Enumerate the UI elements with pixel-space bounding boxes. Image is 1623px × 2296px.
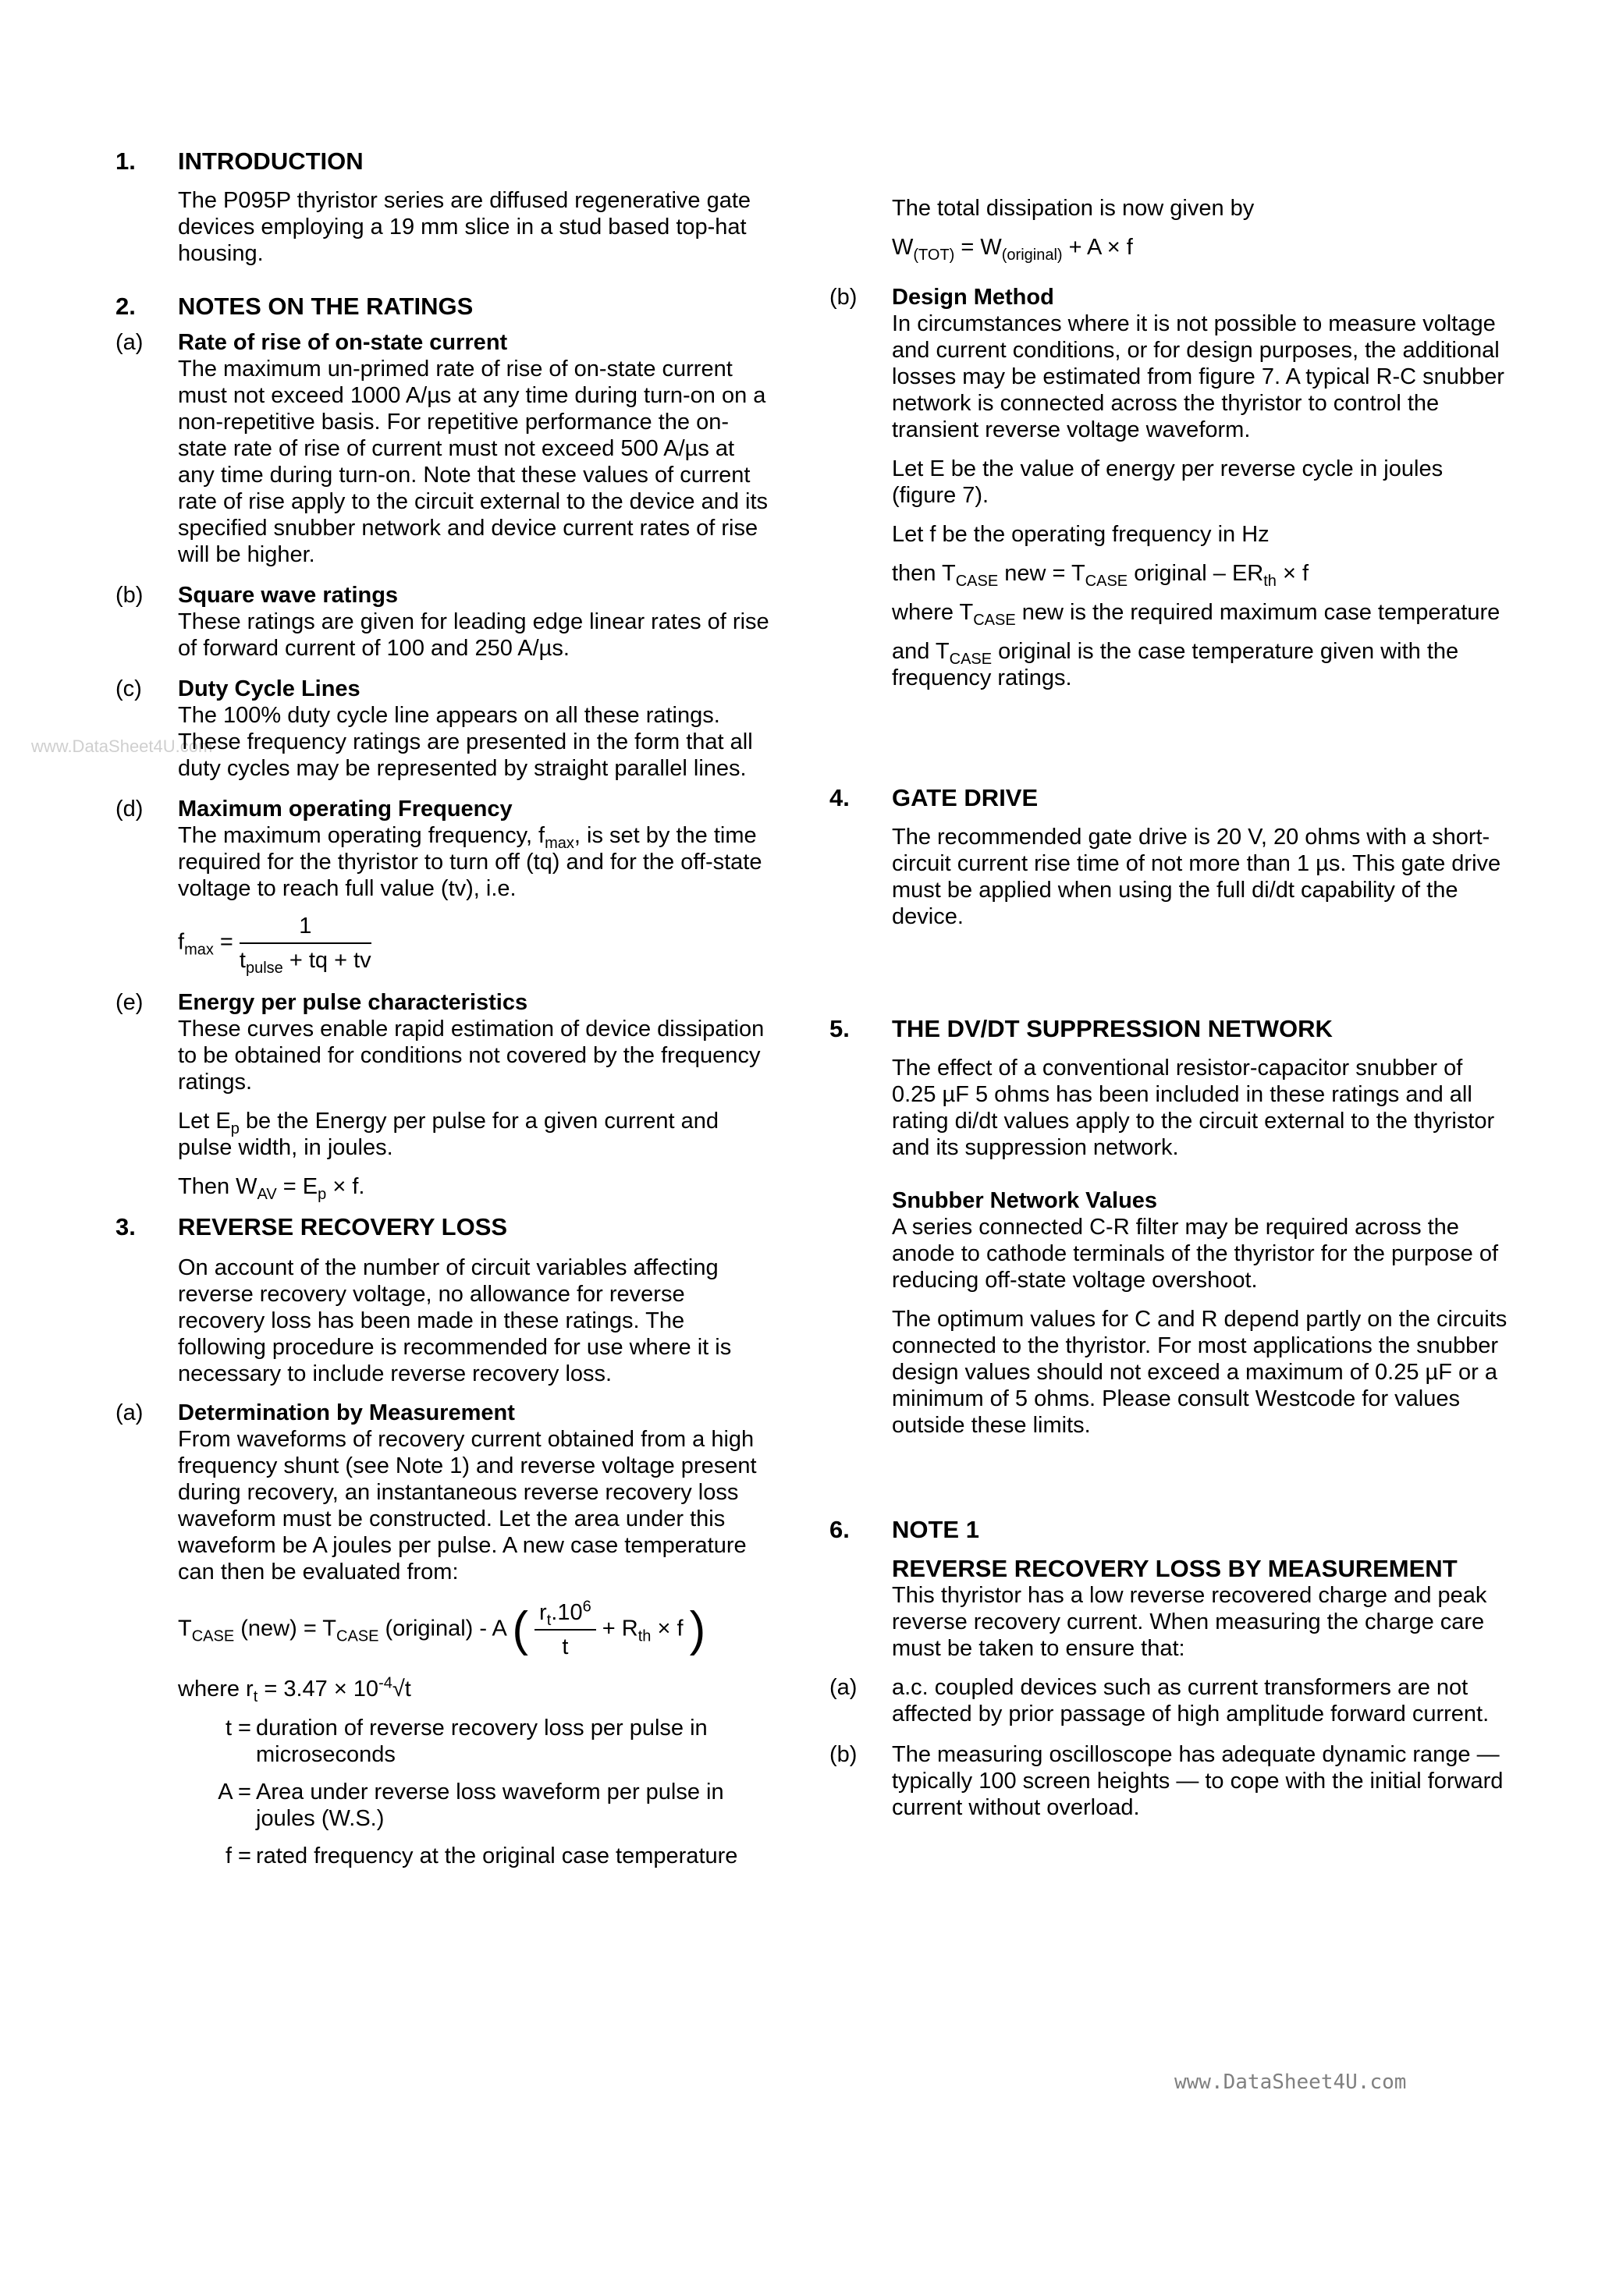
tcase-formula: $T_{CASE}$ $(new) = T_{CASE}$ (original) - A ( $\frac{r_t.10^6}{t}$ + $R_{th} \times f$ ) [178, 1598, 706, 1659]
section-number: 1. [115, 147, 136, 175]
item-text: The maximum operating frequency, $f_{max}$, is set by the time required for the thyristor to turn off (tq) and for the off-state voltage to reach full value (tv), i.e. [178, 823, 762, 901]
note-rate-of-rise [115, 329, 775, 568]
section-title: INTRODUCTION [178, 147, 364, 175]
item-label: (b) [829, 1742, 858, 1767]
item-title: Rate of rise of on-state current [178, 330, 508, 355]
note-item-b [829, 1741, 1508, 1821]
definitions [178, 1715, 775, 1869]
subsection-text-2: The optimum values for C and R depend partly on the circuits connected to the thyristor. For most applications the snubber design values should not exceed a maximum of 0.25 µF or a minimum of 5 ohms. Please consult Westcode for values outside these limits. [892, 1307, 1508, 1438]
section-introduction [115, 148, 775, 267]
item-text-3: Let f be the operating frequency in Hz [892, 522, 1270, 547]
item-title: Maximum operating Frequency [178, 797, 513, 822]
item-label: (e) [115, 990, 144, 1015]
item-label: (a) [115, 330, 144, 355]
note-duty-cycle [115, 676, 775, 782]
item-label: (b) [829, 285, 858, 310]
section-title: GATE DRIVE [892, 784, 1039, 811]
section-title: THE DV/DT SUPPRESSION NETWORK [892, 1015, 1333, 1042]
section-dvdt-network [829, 1016, 1508, 1439]
definition-f: f = rated frequency at the original case temperature [225, 1844, 738, 1868]
item-title: Square wave ratings [178, 583, 399, 608]
total-text: The total dissipation is now given by [892, 196, 1255, 221]
section-title: REVERSE RECOVERY LOSS [178, 1213, 508, 1240]
definition-a: A = Area under reverse loss waveform per pulse in joules (W.S.) [218, 1780, 724, 1831]
item-title: Design Method [892, 285, 1054, 310]
section-text: The effect of a conventional resistor-capacitor snubber of 0.25 µF 5 ohms has been included in these ratings and all rating di/dt values apply to the circuit external to the thyristor and its suppression network. [892, 1056, 1495, 1160]
section-note-1 [829, 1517, 1508, 1821]
section-reverse-recovery [115, 1214, 775, 1869]
section-text: The recommended gate drive is 20 V, 20 ohms with a short-circuit current rise time of not more than 1 µs. This gate drive must be applied when using the full di/dt capability of the device. [892, 825, 1501, 929]
item-text: The 100% duty cycle line appears on all these ratings. These frequency ratings are presented in the form that all duty cycles may be represented by straight parallel lines. [178, 703, 753, 781]
section-text: On account of the number of circuit variables affecting reverse recovery voltage, no allowance for reverse recovery loss has been made in these ratings. The following procedure is recommended for use where it is necessary to include reverse recovery loss. [178, 1255, 732, 1386]
note-square-wave [115, 582, 775, 662]
right-column [829, 195, 1508, 1835]
item-text: From waveforms of recovery current obtained from a high frequency shunt (see Note 1) and reverse voltage present during recovery, an instantaneous reverse recovery loss waveform must be constructed. Let the area under this waveform be A joules per pulse. A new case temperature can then be evaluated from: [178, 1427, 757, 1584]
item-title: Determination by Measurement [178, 1400, 515, 1425]
item-text-4: then $T_{CASE}$ new = $T_{CASE}$ original – $ER_{th} \times f$ [892, 561, 1309, 590]
total-dissipation [829, 195, 1508, 264]
section-number: 4. [829, 784, 850, 811]
item-title: Duty Cycle Lines [178, 676, 360, 701]
fmax-formula: $f_{max}$ = $\frac{1}{t_{pulse} + tq + tv}$ [178, 914, 371, 977]
section-gate-drive [829, 785, 1508, 930]
item-text: The maximum un-primed rate of rise of on-state current must not exceed 1000 A/µs at any time during turn-on on a non-repetitive basis. For repetitive performance the on-state rate of rise of current must not exceed 500 A/µs at any time during turn-on. Note that these values of current rate of rise apply to the circuit external to the device and its specified snubber network and device current rates of rise will be higher. [178, 357, 769, 567]
note-energy-per-pulse [115, 989, 775, 1203]
section-title: NOTES ON THE RATINGS [178, 293, 474, 320]
note-max-frequency [115, 796, 775, 977]
item-text: These ratings are given for leading edge linear rates of rise of forward current of 100 and 250 A/µs. [178, 609, 769, 661]
total-formula: $W_{(TOT)} = W_{(original)} + A \times f$ [892, 235, 1133, 264]
definition-t: t = duration of reverse recovery loss per pulse in microseconds [225, 1716, 708, 1767]
item-text: The measuring oscilloscope has adequate dynamic range — typically 100 screen heights — to cope with the initial forward current without overload. [892, 1742, 1504, 1820]
section-text: This thyristor has a low reverse recovered charge and peak reverse recovery current. When measuring the charge care must be taken to ensure that: [892, 1583, 1487, 1661]
section-notes-on-ratings [115, 293, 775, 1203]
item-text-5: where $T_{CASE}$ new is the required maximum case temperature [892, 600, 1500, 629]
item-text-2: Let $E_p$ be the Energy per pulse for a given current and pulse width, in joules. [178, 1109, 719, 1160]
item-label: (d) [115, 797, 144, 822]
intro-text: The P095P thyristor series are diffused regenerative gate devices employing a 19 mm slice in a stud based top-hat housing. [178, 188, 751, 266]
section-title: NOTE 1 [892, 1516, 979, 1543]
method-measurement [115, 1400, 775, 1869]
item-label: (b) [115, 583, 144, 608]
section-number: 5. [829, 1015, 850, 1042]
item-text: These curves enable rapid estimation of device dissipation to be obtained for conditions not covered by the frequency ratings. [178, 1017, 765, 1095]
method-design [829, 284, 1508, 691]
item-label: (a) [115, 1400, 144, 1425]
watermark-bottom-right: www.DataSheet4U.com [1174, 2071, 1407, 2094]
left-column [115, 148, 775, 1883]
item-label: (a) [829, 1675, 858, 1700]
watermark-top-left: www.DataSheet4U.com [31, 736, 213, 756]
item-title: Energy per pulse characteristics [178, 990, 528, 1015]
item-text-6: and $T_{CASE}$ original is the case temperature given with the frequency ratings. [892, 639, 1459, 690]
where-line: where $r_t = 3.47 \times 10^{-4}√t$ [178, 1674, 411, 1705]
item-text: In circumstances where it is not possible to measure voltage and current conditions, or for design purposes, the additional losses may be estimated from figure 7. A typical R-C snubber network is connected across the thyristor to control the transient reverse voltage waveform. [892, 311, 1504, 442]
item-text-3: Then $W_{AV} = E_p \times f$. [178, 1174, 365, 1203]
item-text: a.c. coupled devices such as current transformers are not affected by prior passage of high amplitude forward current. [892, 1675, 1490, 1726]
section-subtitle: REVERSE RECOVERY LOSS BY MEASUREMENT [892, 1555, 1458, 1582]
section-number: 3. [115, 1213, 136, 1240]
section-number: 2. [115, 293, 136, 320]
section-number: 6. [829, 1516, 850, 1543]
note-item-a [829, 1674, 1508, 1727]
subsection-title: Snubber Network Values [892, 1188, 1158, 1213]
item-label: (c) [115, 676, 142, 701]
subsection-text: A series connected C-R filter may be required across the anode to cathode terminals of the thyristor for the purpose of reducing off-state voltage overshoot. [892, 1215, 1499, 1293]
item-text-2: Let E be the value of energy per reverse cycle in joules (figure 7). [892, 456, 1444, 508]
